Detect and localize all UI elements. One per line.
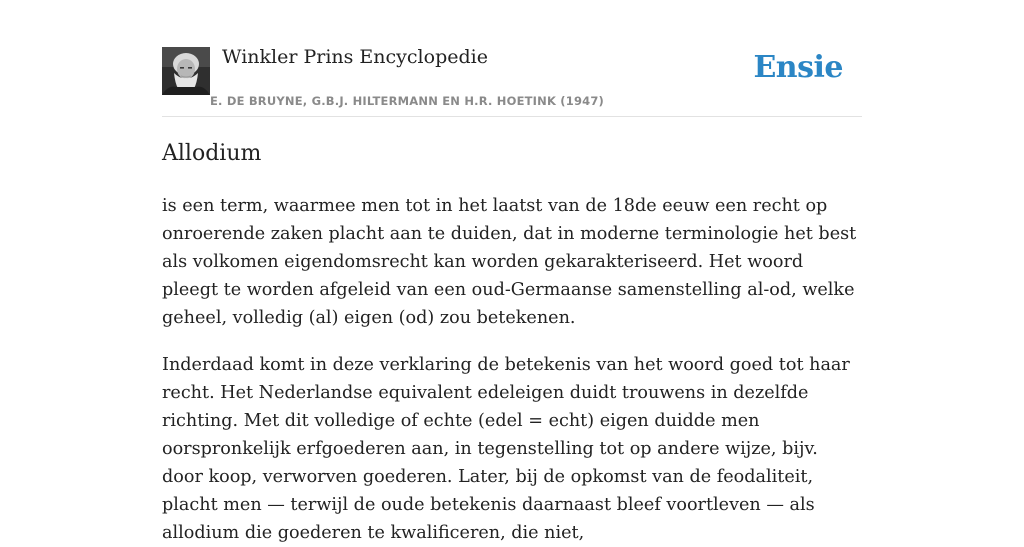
source-header [162,46,862,117]
source-title[interactable]: Winkler Prins Encyclopedie [222,46,488,68]
author-avatar [162,47,210,95]
article-content [162,136,862,547]
source-authors: E. DE BRUYNE, G.B.J. HILTERMANN EN H.R. HOETINK (1947) [210,94,605,108]
ensie-logo-link[interactable]: Ensie [753,50,843,85]
article-paragraph-2: Inderdaad komt in deze verklaring de betekenis van het woord goed tot haar recht. Het Nederlandse equivalent edeleigen duidt trouwens in dezelfde richting. Met dit volledige of echte (edel = echt) eigen duidde men oorspronkelijk erfgoederen aan, in tegenstelling tot op andere wijze, bijv. door koop, verworven goederen. Later, bij de opkomst van de feodaliteit, placht men — terwijl de oude betekenis daarnaast bleef voortleven — als allodium die goederen te kwalificeren, die niet, [162,355,850,543]
portrait-photo-icon [162,47,210,95]
article-title: Allodium [162,141,262,166]
article-paragraph-1: is een term, waarmee men tot in het laatst van de 18de eeuw een recht op onroerende zaken placht aan te duiden, dat in moderne terminologie het best als volkomen eigendomsrecht kan worden gekarakteriseerd. Het woord pleegt te worden afgeleid van een oud-Germaanse samenstelling al-od, welke geheel, volledig (al) eigen (od) zou betekenen. [162,196,857,328]
